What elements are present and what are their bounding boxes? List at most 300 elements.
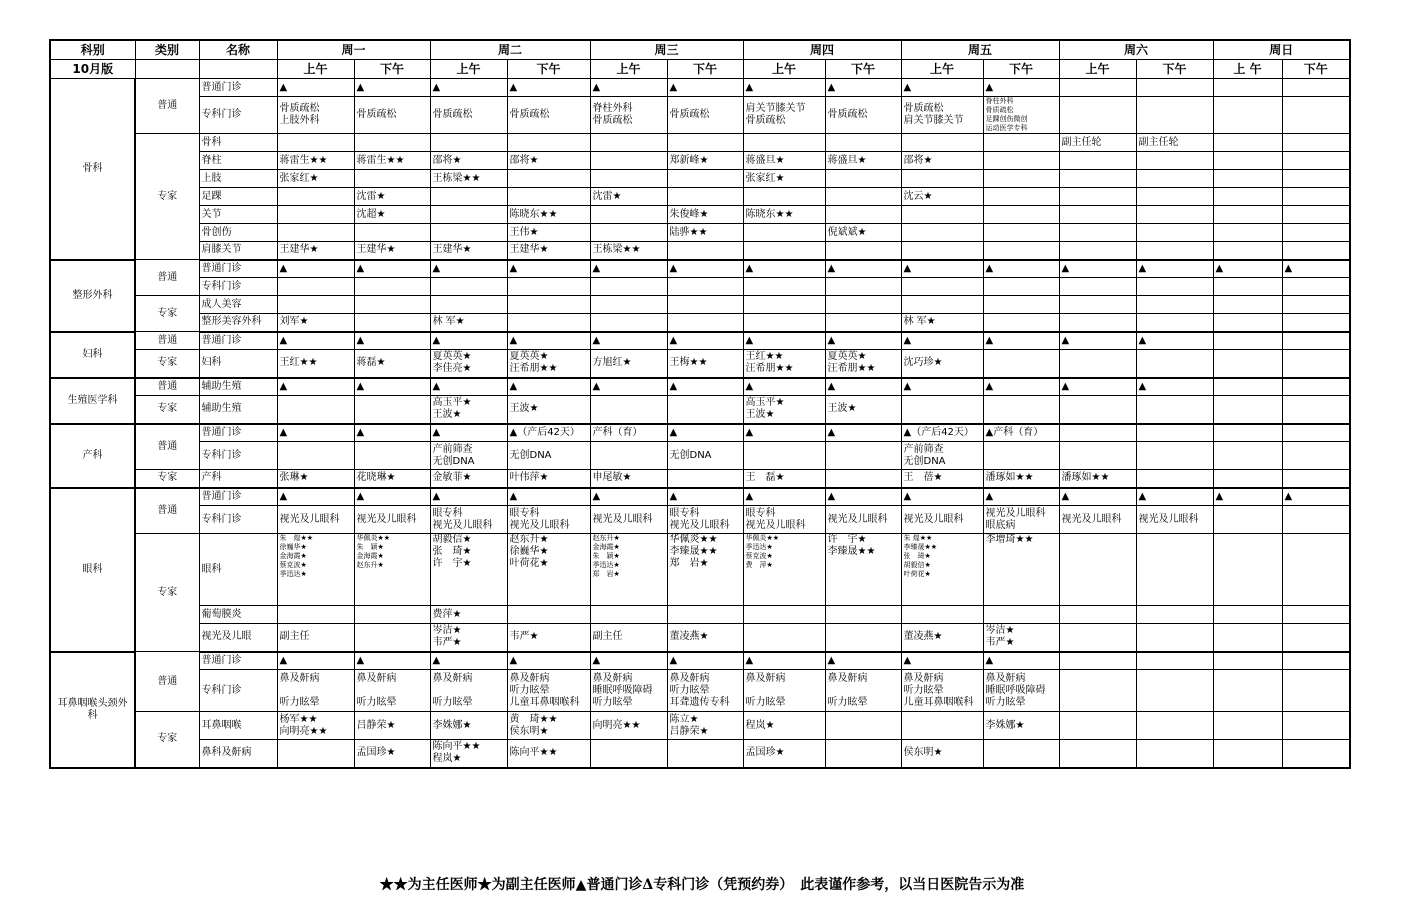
schedule-cell: [743, 314, 825, 332]
schedule-cell-line: [1062, 227, 1134, 239]
schedule-cell: [590, 488, 667, 506]
schedule-cell-line: [1285, 514, 1348, 526]
schedule-cell-line: 郑新峰★: [669, 154, 709, 166]
schedule-cell: [1136, 740, 1213, 768]
schedule-cell: [901, 470, 983, 488]
schedule-cell: [507, 224, 590, 242]
schedule-cell-line: 王栋梁★★: [592, 244, 641, 256]
schedule-cell-line: [986, 244, 1057, 256]
clinic-name-cell: 辅助生殖: [199, 396, 277, 424]
schedule-cell: [901, 170, 983, 188]
schedule-cell-line: [828, 685, 899, 697]
schedule-cell: [1282, 79, 1350, 97]
schedule-cell: [507, 152, 590, 170]
schedule-cell: [507, 424, 590, 442]
header-day-fri: 周五: [901, 40, 1059, 60]
schedule-cell-line: ▲产科（育）: [985, 426, 1044, 438]
schedule-cell: [743, 97, 825, 134]
schedule-cell: [277, 424, 354, 442]
schedule-cell: [1059, 296, 1136, 314]
schedule-cell: [983, 378, 1059, 396]
schedule-cell-line: 韦严★: [509, 631, 539, 643]
schedule-cell-line: 沈雷★: [592, 190, 622, 202]
schedule-cell-line: ▲: [432, 654, 441, 666]
schedule-cell-line: 睡眠呼吸障碍: [985, 684, 1046, 696]
schedule-cell-line: ▲: [592, 654, 601, 666]
schedule-cell-line: 副主任: [279, 631, 310, 643]
schedule-cell-line: [1285, 655, 1348, 667]
header-day-sun: 周日: [1213, 40, 1350, 60]
schedule-cell-line: ▲: [745, 262, 754, 274]
schedule-cell-line: [280, 403, 352, 415]
schedule-cell-line: 王红★★: [745, 351, 784, 363]
schedule-cell-line: ▲: [1138, 380, 1147, 392]
schedule-cell-line: [1285, 720, 1348, 732]
schedule-cell-line: 王栋梁★★: [432, 172, 481, 184]
schedule-cell: [901, 278, 983, 296]
header-dept: 科别: [50, 40, 135, 60]
schedule-cell: [825, 652, 901, 670]
schedule-cell-line: 叶伟萍★: [509, 472, 549, 484]
schedule-cell: [901, 378, 983, 396]
schedule-cell-line: 张琳★: [279, 472, 309, 484]
schedule-cell-line: ▲: [827, 81, 836, 93]
schedule-cell-line: 鼻及鼾病: [903, 672, 944, 684]
schedule-cell-line: [1216, 299, 1280, 311]
schedule-cell-line: ▲: [903, 654, 912, 666]
schedule-cell-line: ▲: [432, 490, 441, 502]
schedule-cell-line: ▲: [432, 81, 441, 93]
schedule-cell-line: 眼专科: [509, 507, 540, 519]
schedule-cell: [507, 314, 590, 332]
schedule-cell: [590, 134, 667, 152]
schedule-cell-line: [986, 137, 1057, 149]
schedule-cell-line: [986, 357, 1057, 369]
schedule-cell-line: [1139, 227, 1211, 239]
schedule-cell-line: 金海霞★: [279, 552, 307, 560]
schedule-cell: [667, 224, 743, 242]
schedule-cell-line: 无创DNA: [432, 455, 475, 467]
schedule-cell-line: 王 磊★: [745, 472, 785, 484]
schedule-cell: [1136, 670, 1213, 712]
table-row: [50, 206, 1350, 224]
schedule-cell: [667, 332, 743, 350]
schedule-cell-line: 产前筛查: [432, 443, 473, 455]
schedule-cell-line: 侯东明★: [509, 725, 549, 737]
schedule-cell: [590, 534, 667, 606]
schedule-cell: [667, 278, 743, 296]
schedule-cell: [1282, 314, 1350, 332]
schedule-cell: [277, 740, 354, 768]
schedule-cell: [667, 740, 743, 768]
schedule-cell-line: 花晓琳★: [356, 472, 396, 484]
schedule-cell: [1282, 260, 1350, 278]
schedule-table: [49, 39, 1351, 769]
schedule-cell: [1059, 670, 1136, 712]
version-label: 10月版: [50, 60, 135, 79]
schedule-cell-line: [828, 720, 899, 732]
schedule-cell: [1059, 378, 1136, 396]
schedule-cell-line: 郑 岩★: [592, 570, 620, 578]
schedule-cell: [901, 424, 983, 442]
schedule-cell: [277, 712, 354, 740]
schedule-cell-line: [1216, 137, 1280, 149]
schedule-cell-line: [1216, 655, 1280, 667]
schedule-cell-line: [510, 191, 588, 203]
schedule-cell-line: [1216, 427, 1280, 439]
schedule-cell-line: 方旭红★: [592, 357, 632, 369]
schedule-cell: [983, 332, 1059, 350]
schedule-cell-line: [986, 281, 1057, 293]
schedule-cell-line: [433, 685, 505, 697]
schedule-cell-line: 赵东升★: [509, 534, 549, 545]
schedule-cell-line: [828, 281, 899, 293]
header-row-halfday: [50, 60, 1350, 79]
schedule-cell-line: [904, 281, 981, 293]
schedule-cell: [825, 134, 901, 152]
schedule-cell: [743, 624, 825, 652]
schedule-cell: [590, 224, 667, 242]
schedule-cell-line: 杨军★★: [279, 713, 318, 725]
table-row: [50, 152, 1350, 170]
schedule-cell-line: 听力眩晕: [745, 696, 786, 708]
schedule-cell-line: [1062, 82, 1134, 94]
category-cell: 普通: [135, 79, 199, 134]
schedule-cell: [901, 260, 983, 278]
schedule-cell: [430, 606, 507, 624]
table-row: [50, 134, 1350, 152]
schedule-cell-line: [746, 227, 823, 239]
category-cell: 专家: [135, 534, 199, 652]
schedule-cell-line: [280, 137, 352, 149]
schedule-cell: [825, 206, 901, 224]
schedule-cell-line: 鼻及鼾病: [509, 672, 550, 684]
schedule-cell-line: 鼻及鼾病: [356, 672, 397, 684]
department-cell: 眼科: [50, 488, 135, 652]
schedule-cell: [983, 350, 1059, 378]
schedule-cell-line: [1062, 299, 1134, 311]
schedule-cell-line: 骨质疏松: [432, 109, 473, 120]
schedule-cell-line: 董凌燕★: [903, 631, 943, 643]
schedule-cell: [1059, 350, 1136, 378]
schedule-cell: [1213, 712, 1282, 740]
schedule-cell-line: ▲: [827, 262, 836, 274]
schedule-cell-line: [828, 244, 899, 256]
schedule-cell: [743, 224, 825, 242]
clinic-name-cell: 普通门诊: [199, 652, 277, 670]
schedule-cell: [507, 350, 590, 378]
schedule-cell-line: [1062, 631, 1134, 643]
schedule-cell-line: 赵东升★: [356, 561, 384, 569]
schedule-cell-line: 足踝创伤微创: [985, 115, 1028, 123]
schedule-cell-line: [670, 472, 741, 484]
schedule-cell-line: 视光及儿眼科: [745, 519, 806, 531]
schedule-cell: [590, 670, 667, 712]
schedule-cell: [1213, 242, 1282, 260]
schedule-cell: [1136, 332, 1213, 350]
schedule-cell-line: [1062, 685, 1134, 697]
schedule-cell-line: 张家红★: [279, 172, 319, 184]
table-row: [50, 442, 1350, 470]
schedule-cell-line: ▲: [903, 81, 912, 93]
schedule-cell: [825, 224, 901, 242]
table-row: [50, 79, 1350, 97]
schedule-cell-line: ▲: [745, 426, 754, 438]
schedule-cell-line: 视光及儿眼科: [1138, 513, 1199, 525]
schedule-cell-line: 费 萍★: [745, 561, 773, 569]
schedule-cell-line: ▲: [509, 490, 518, 502]
clinic-name-cell: 关节: [199, 206, 277, 224]
schedule-cell-line: ▲: [509, 262, 518, 274]
schedule-cell-line: [1216, 747, 1280, 759]
schedule-cell: [1059, 332, 1136, 350]
schedule-cell: [743, 278, 825, 296]
schedule-cell-line: 胡毅信★: [903, 561, 931, 569]
schedule-cell-line: [1139, 472, 1211, 484]
table-row: [50, 488, 1350, 506]
schedule-cell: [983, 97, 1059, 134]
schedule-cell-line: [828, 450, 899, 462]
schedule-cell-line: [1285, 450, 1348, 462]
schedule-cell-line: 韦严★: [985, 637, 1015, 649]
schedule-cell: [590, 79, 667, 97]
schedule-cell-line: [1139, 534, 1211, 546]
schedule-cell-line: 耳聋遗传专科: [669, 696, 730, 708]
schedule-cell-line: ▲: [669, 334, 678, 346]
schedule-cell: [667, 652, 743, 670]
schedule-cell-line: ▲: [745, 490, 754, 502]
schedule-cell-line: ▲（产后42天）: [509, 426, 580, 438]
schedule-cell: [1059, 470, 1136, 488]
schedule-cell: [901, 506, 983, 534]
schedule-cell-line: 朱 煌★★: [279, 534, 314, 542]
schedule-cell-line: 骨质疏松: [669, 109, 710, 120]
schedule-cell: [1136, 170, 1213, 188]
schedule-cell-line: ▲: [1061, 334, 1070, 346]
schedule-cell: [1282, 97, 1350, 134]
schedule-cell-line: [1062, 427, 1134, 439]
schedule-cell-line: [1139, 609, 1211, 621]
schedule-cell: [825, 260, 901, 278]
schedule-cell: [590, 260, 667, 278]
schedule-cell: [507, 170, 590, 188]
clinic-name-cell: 上肢: [199, 170, 277, 188]
schedule-cell: [1213, 350, 1282, 378]
schedule-cell: [1059, 188, 1136, 206]
schedule-cell: [901, 652, 983, 670]
schedule-cell-line: [904, 403, 981, 415]
schedule-cell-line: ▲: [279, 654, 288, 666]
schedule-cell: [354, 740, 430, 768]
schedule-cell-line: 叶荷花★: [509, 558, 549, 569]
schedule-cell-line: ▲: [985, 490, 994, 502]
department-cell: 妇科: [50, 332, 135, 378]
schedule-cell-line: 视光及儿眼科: [509, 519, 570, 531]
schedule-cell: [743, 350, 825, 378]
legend-note: ★★为主任医师★为副主任医师▲普通门诊Δ专科门诊（凭预约券） 此表谨作参考，以当日医院告示为准: [379, 877, 1025, 893]
schedule-cell: [667, 350, 743, 378]
schedule-cell: [1282, 296, 1350, 314]
schedule-cell-line: [1285, 227, 1348, 239]
schedule-cell: [277, 296, 354, 314]
schedule-cell-line: [904, 244, 981, 256]
header-pm: 下午: [667, 60, 743, 79]
schedule-cell-line: 上肢外科: [279, 115, 320, 126]
schedule-cell-line: ▲: [279, 262, 288, 274]
schedule-cell: [1213, 278, 1282, 296]
schedule-cell-line: 骨质疏松: [592, 115, 633, 126]
clinic-name-cell: 视光及儿眼: [199, 624, 277, 652]
schedule-cell: [1213, 260, 1282, 278]
schedule-cell: [507, 188, 590, 206]
schedule-cell: [277, 442, 354, 470]
schedule-cell-line: 王建华★: [509, 244, 549, 256]
department-cell: 整形外科: [50, 260, 135, 332]
schedule-cell-line: 夏英英★: [432, 351, 472, 363]
schedule-cell: [1059, 278, 1136, 296]
schedule-cell-line: 季迅达★: [279, 570, 307, 578]
schedule-cell: [1282, 170, 1350, 188]
schedule-cell: [1213, 470, 1282, 488]
table-row: [50, 260, 1350, 278]
schedule-cell-line: ▲: [827, 654, 836, 666]
header-am: 上午: [901, 60, 983, 79]
schedule-cell-line: [828, 747, 899, 759]
schedule-cell: [1136, 188, 1213, 206]
schedule-cell-line: [1062, 109, 1134, 121]
schedule-cell-line: ▲: [985, 654, 994, 666]
schedule-cell-line: [828, 137, 899, 149]
schedule-cell: [667, 442, 743, 470]
category-cell: 专家: [135, 712, 199, 768]
header-pm: 下午: [983, 60, 1059, 79]
schedule-cell-line: 岑洁★: [985, 625, 1015, 637]
schedule-cell-line: 胡毅信★: [432, 534, 472, 545]
schedule-cell-line: ▲: [1138, 334, 1147, 346]
schedule-cell: [901, 670, 983, 712]
schedule-cell: [1059, 424, 1136, 442]
schedule-cell: [1136, 606, 1213, 624]
schedule-cell-line: ▲: [985, 81, 994, 93]
schedule-cell: [825, 350, 901, 378]
header-pm: 下午: [507, 60, 590, 79]
schedule-cell-line: 郑 岩★: [669, 558, 709, 569]
schedule-cell-line: [670, 173, 741, 185]
schedule-cell-line: [1062, 747, 1134, 759]
schedule-cell-line: 骨质疏松: [745, 115, 786, 126]
schedule-cell: [354, 134, 430, 152]
schedule-cell-line: [986, 747, 1057, 759]
schedule-cell: [430, 350, 507, 378]
schedule-cell: [507, 296, 590, 314]
schedule-cell: [1136, 624, 1213, 652]
schedule-cell: [983, 488, 1059, 506]
clinic-name-cell: 专科门诊: [199, 670, 277, 712]
schedule-cell-line: [433, 137, 505, 149]
schedule-cell-line: 潘琢如★★: [1061, 472, 1110, 484]
schedule-cell: [667, 152, 743, 170]
schedule-cell: [743, 296, 825, 314]
clinic-name-cell: 辅助生殖: [199, 378, 277, 396]
schedule-cell-line: [828, 316, 899, 328]
schedule-cell-line: ▲: [432, 380, 441, 392]
schedule-cell-line: ▲: [1138, 262, 1147, 274]
schedule-cell: [1282, 332, 1350, 350]
schedule-cell-line: [986, 299, 1057, 311]
schedule-cell: [590, 242, 667, 260]
schedule-cell-line: [1062, 316, 1134, 328]
schedule-cell: [1059, 534, 1136, 606]
schedule-cell-line: [593, 316, 665, 328]
schedule-cell: [1136, 378, 1213, 396]
clinic-name-cell: 专科门诊: [199, 278, 277, 296]
schedule-cell: [1282, 670, 1350, 712]
schedule-cell-line: [746, 137, 823, 149]
schedule-cell-line: 蒋盛旦★: [827, 154, 867, 166]
schedule-cell-line: 叶荷花★: [903, 570, 931, 578]
schedule-cell-line: [904, 720, 981, 732]
schedule-cell-line: 汪希朋★★: [509, 363, 558, 375]
schedule-cell: [1136, 488, 1213, 506]
schedule-cell: [277, 79, 354, 97]
table-row: [50, 652, 1350, 670]
schedule-cell: [901, 79, 983, 97]
schedule-cell: [667, 79, 743, 97]
schedule-cell: [901, 350, 983, 378]
schedule-cell-line: 王波★: [432, 409, 462, 421]
schedule-cell: [983, 470, 1059, 488]
schedule-cell-line: 副主任轮: [1138, 136, 1179, 148]
schedule-cell-line: [1139, 631, 1211, 643]
schedule-cell: [1059, 488, 1136, 506]
schedule-cell-line: [1285, 191, 1348, 203]
schedule-cell: [743, 470, 825, 488]
schedule-cell-line: [433, 299, 505, 311]
schedule-cell-line: [746, 191, 823, 203]
schedule-cell: [825, 624, 901, 652]
header-blank: [135, 60, 199, 79]
schedule-cell: [277, 332, 354, 350]
schedule-cell: [901, 314, 983, 332]
schedule-cell-line: 运动医学专科: [985, 124, 1028, 132]
schedule-cell-line: [510, 173, 588, 185]
schedule-cell: [825, 278, 901, 296]
schedule-cell: [590, 332, 667, 350]
schedule-cell: [590, 624, 667, 652]
schedule-cell-line: 倪斌斌★: [827, 226, 867, 238]
schedule-cell: [743, 396, 825, 424]
schedule-cell-line: 孟国珍★: [356, 747, 396, 759]
schedule-cell-line: [670, 747, 741, 759]
schedule-cell-line: 视光及儿眼科: [985, 507, 1046, 519]
schedule-cell-line: [433, 227, 505, 239]
clinic-name-cell: 专科门诊: [199, 442, 277, 470]
schedule-cell: [743, 206, 825, 224]
schedule-cell-line: 向明亮★★: [592, 719, 641, 731]
schedule-cell: [590, 170, 667, 188]
schedule-cell: [590, 442, 667, 470]
schedule-cell-line: [1062, 173, 1134, 185]
clinic-name-cell: 普通门诊: [199, 488, 277, 506]
schedule-cell: [277, 488, 354, 506]
schedule-cell-line: ▲: [669, 490, 678, 502]
schedule-cell: [667, 260, 743, 278]
schedule-cell: [354, 206, 430, 224]
schedule-cell: [507, 534, 590, 606]
schedule-cell-line: 朱俊峰★: [669, 208, 709, 220]
schedule-cell-line: [1062, 450, 1134, 462]
schedule-cell: [1059, 652, 1136, 670]
